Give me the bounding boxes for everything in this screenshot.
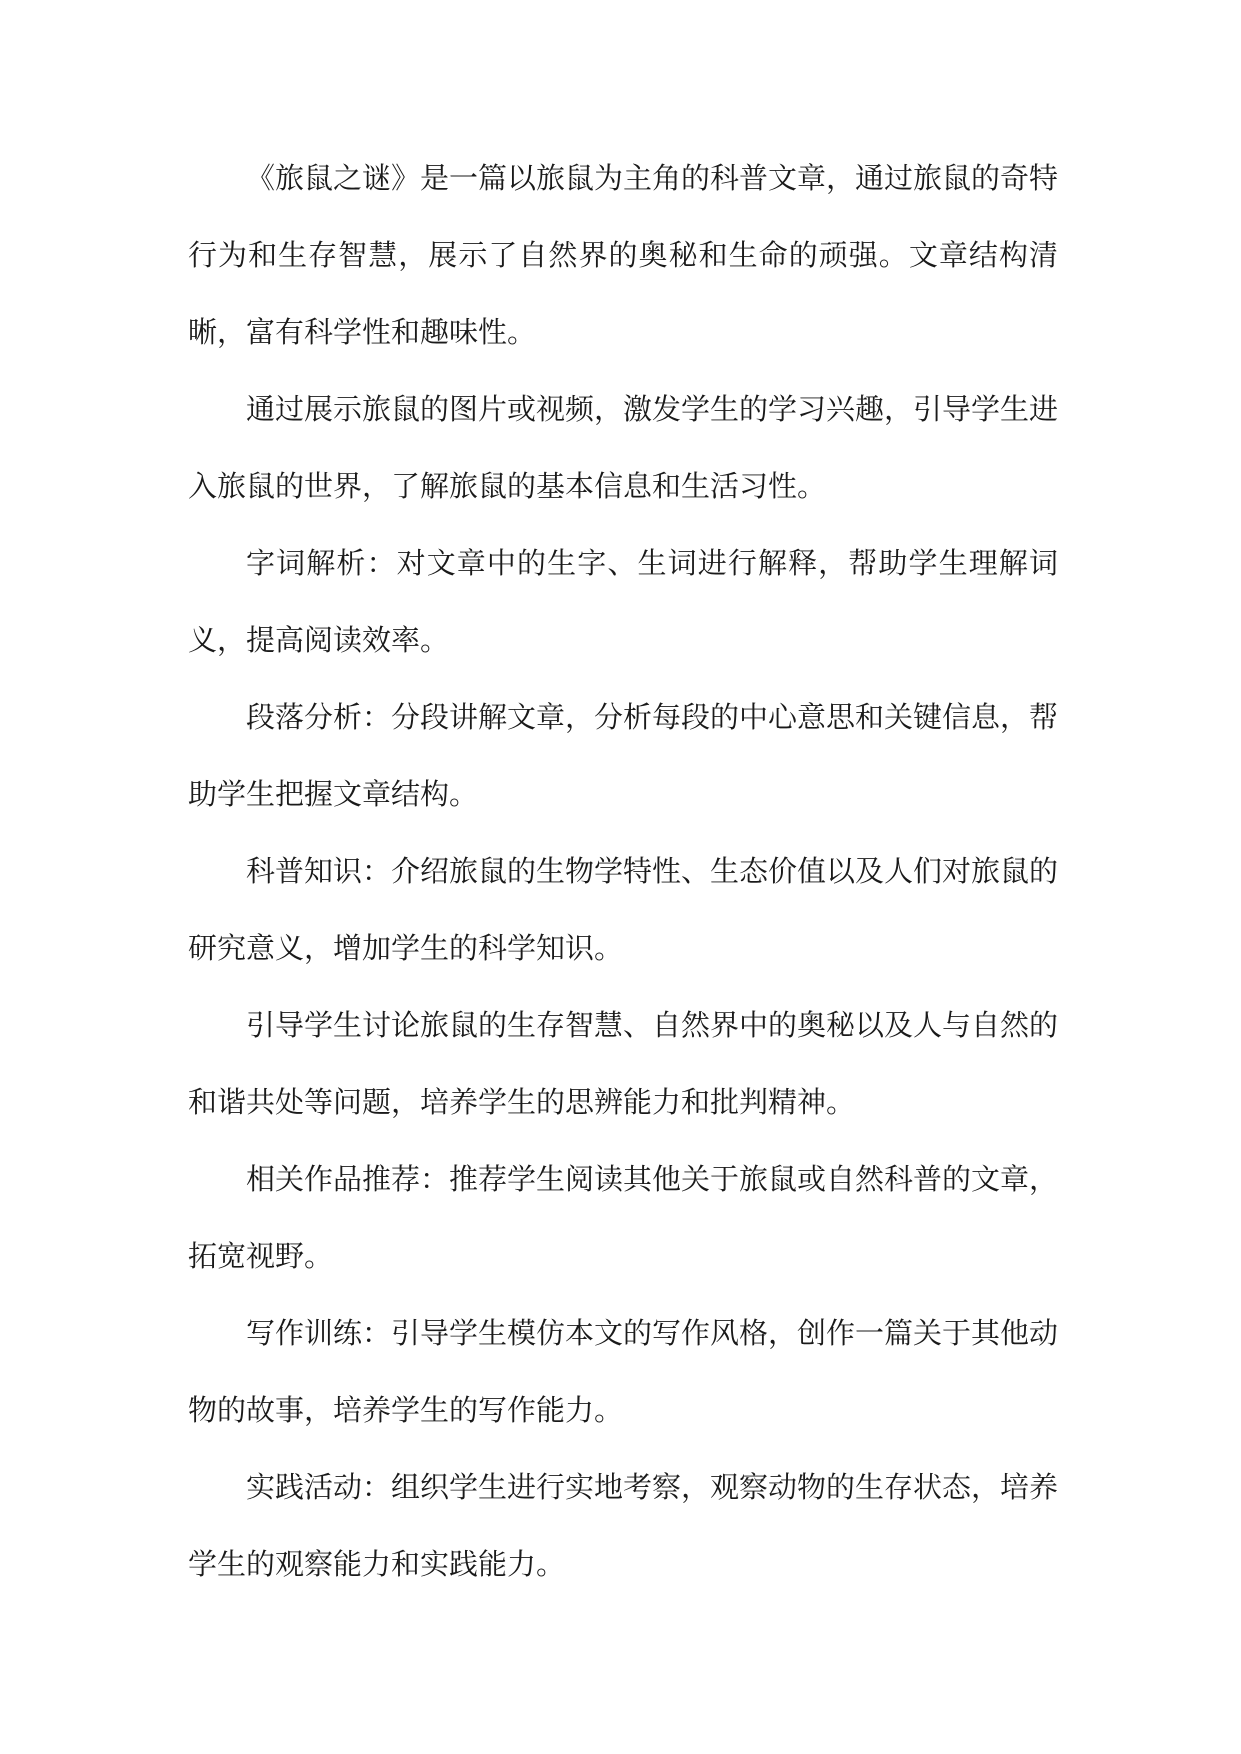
paragraph-lead-in: 通过展示旅鼠的图片或视频，激发学生的学习兴趣，引导学生进入旅鼠的世界，了解旅鼠的基本信息和生活习性。 [188,392,1059,503]
paragraph-section-analysis: 段落分析：分段讲解文章，分析每段的中心意思和关键信息，帮助学生把握文章结构。 [188,700,1059,811]
paragraph-writing-training: 写作训练：引导学生模仿本文的写作风格，创作一篇关于其他动物的故事，培养学生的写作能力。 [188,1316,1059,1427]
paragraph-discussion: 引导学生讨论旅鼠的生存智慧、自然界中的奥秘以及人与自然的和谐共处等问题，培养学生的思辨能力和批判精神。 [188,1008,1059,1119]
paragraph-intro: 《旅鼠之谜》是一篇以旅鼠为主角的科普文章，通过旅鼠的奇特行为和生存智慧，展示了自然界的奥秘和生命的顽强。文章结构清晰，富有科学性和趣味性。 [188,161,1059,349]
paragraph-recommendations: 相关作品推荐：推荐学生阅读其他关于旅鼠或自然科普的文章，拓宽视野。 [188,1162,1059,1273]
paragraph-science-knowledge: 科普知识：介绍旅鼠的生物学特性、生态价值以及人们对旅鼠的研究意义，增加学生的科学知识。 [188,854,1059,965]
document-body [188,140,1058,1603]
paragraph-word-analysis: 字词解析：对文章中的生字、生词进行解释，帮助学生理解词义，提高阅读效率。 [188,546,1058,657]
paragraph-practice-activity: 实践活动：组织学生进行实地考察，观察动物的生存状态，培养学生的观察能力和实践能力。 [188,1470,1059,1581]
